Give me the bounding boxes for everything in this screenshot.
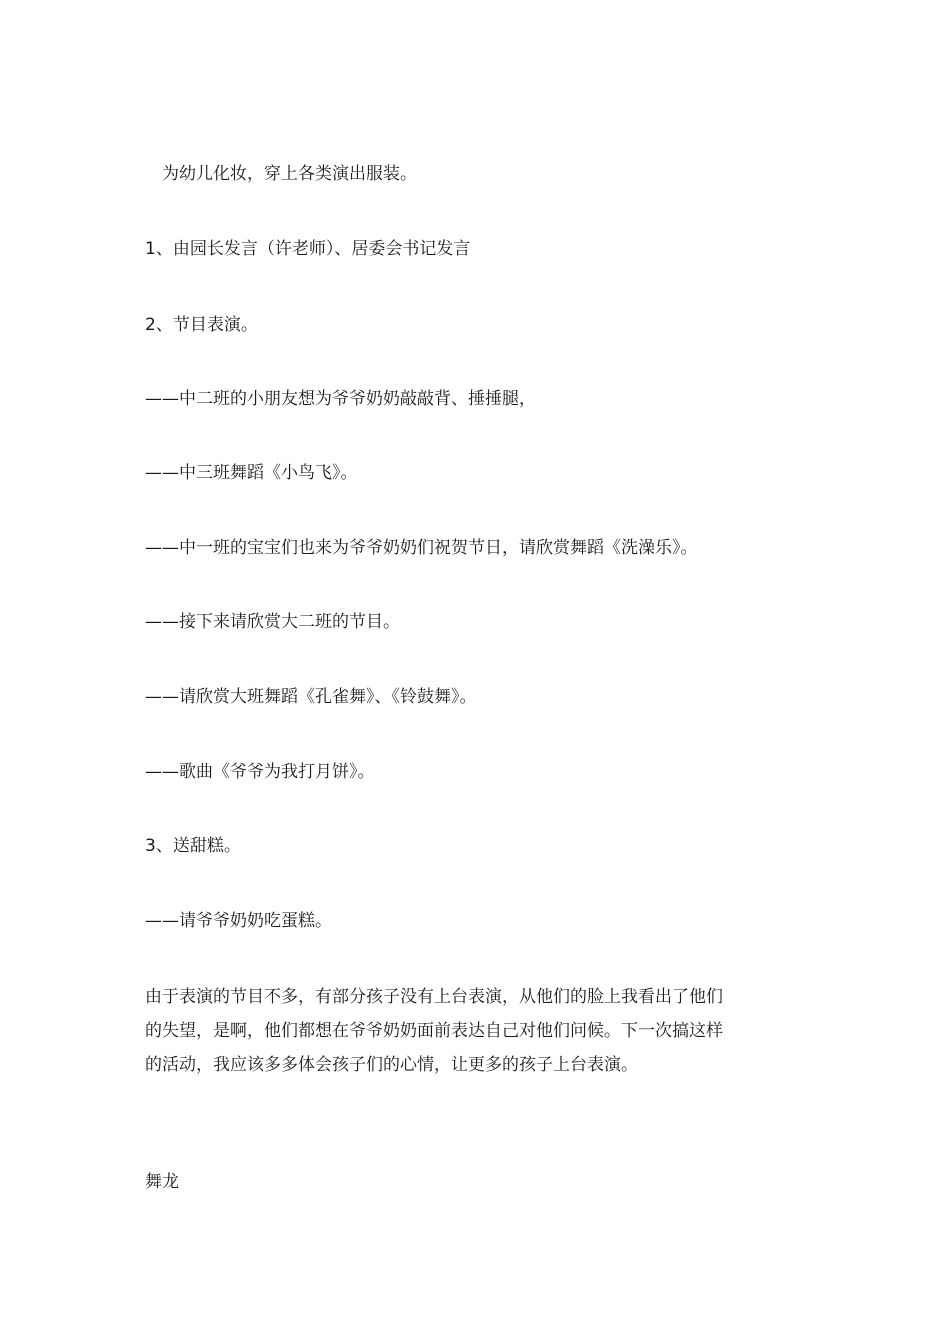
reflection-line: 的失望，是啊，他们都想在爷爷奶奶面前表达自己对他们问候。下一次搞这样 [145, 1021, 723, 1041]
list-item: ——请欣赏大班舞蹈《孔雀舞》、《铃鼓舞》。 [145, 687, 477, 707]
reflection-paragraph [145, 980, 810, 1082]
list-item: 1、由园长发言（许老师）、居委会书记发言 [145, 239, 471, 259]
section-heading: 舞龙 [145, 1172, 179, 1192]
list-item: 2、节目表演。 [145, 315, 258, 335]
list-item: 3、送甜糕。 [145, 836, 241, 856]
intro-text: 为幼儿化妆，穿上各类演出服装。 [162, 164, 417, 184]
reflection-line: 的活动，我应该多多体会孩子们的心情，让更多的孩子上台表演。 [145, 1055, 638, 1075]
list-item: ——中三班舞蹈《小鸟飞》。 [145, 463, 358, 483]
list-item: ——请爷爷奶奶吃蛋糕。 [145, 911, 332, 931]
list-item: ——接下来请欣赏大二班的节目。 [145, 612, 400, 632]
list-item: ——歌曲《爷爷为我打月饼》。 [145, 762, 375, 782]
reflection-line: 由于表演的节目不多，有部分孩子没有上台表演，从他们的脸上我看出了他们 [145, 987, 723, 1007]
list-item: ——中二班的小朋友想为爷爷奶奶敲敲背、捶捶腿， [145, 389, 536, 409]
list-item: ——中一班的宝宝们也来为爷爷奶奶们祝贺节日，请欣赏舞蹈《洗澡乐》。 [145, 538, 698, 558]
